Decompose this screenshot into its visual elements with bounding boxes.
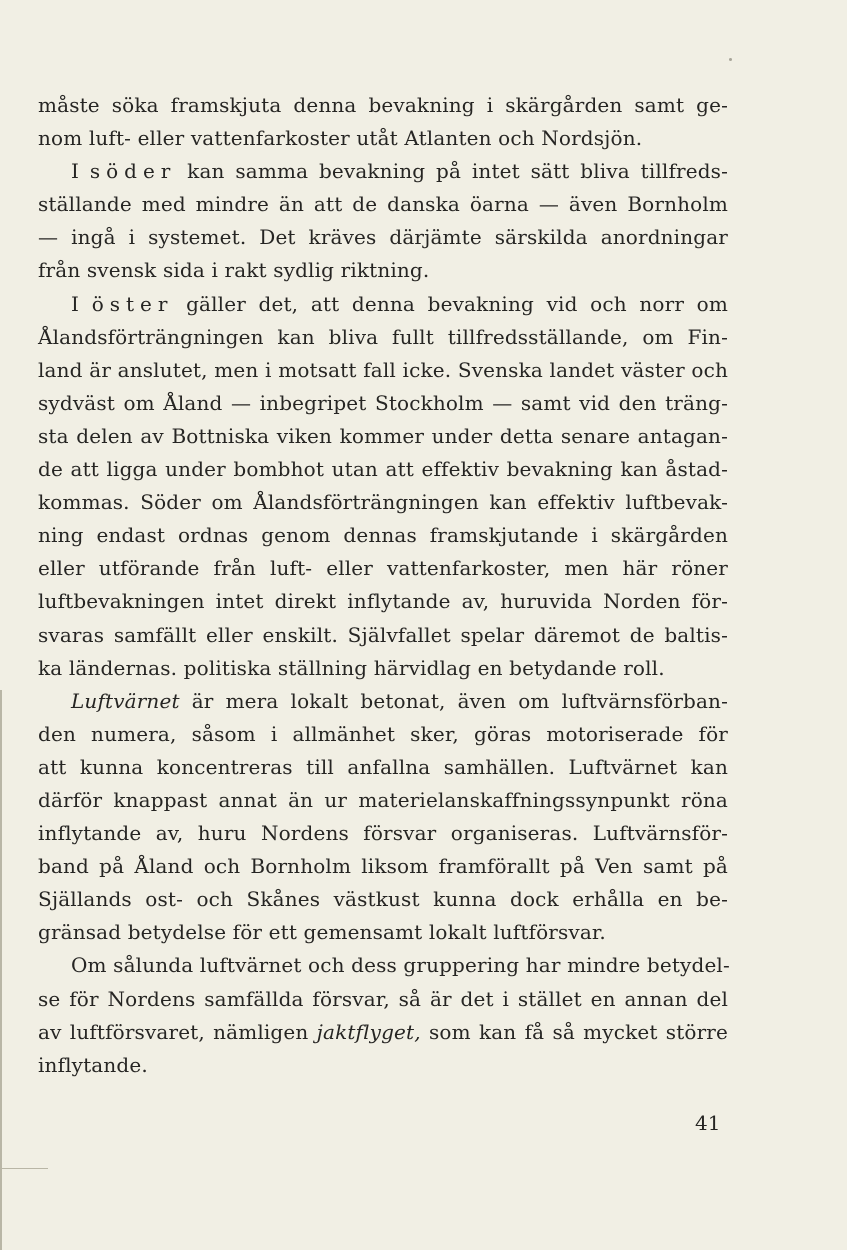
line-text: är mera lokalt betonat, även om luftvärnsförban- <box>179 688 728 713</box>
text-line: inflytande. <box>38 1052 148 1077</box>
text-line: sydväst om Åland — inbegripet Stockholm — samt vid den träng- <box>38 390 728 415</box>
spaced-emphasis: söder <box>89 159 177 184</box>
body-text <box>38 89 728 1082</box>
text-line: nom luft- eller vattenfarkoster utåt Atlanten och Nordsjön. <box>38 126 643 151</box>
page-edge-tab <box>0 1168 48 1169</box>
text-line: inflytande av, huru Nordens försvar organiseras. Luftvärnsför- <box>38 821 728 846</box>
paper-speck <box>729 58 732 61</box>
text-line: band på Åland och Bornholm liksom framförallt på Ven samt på <box>38 854 728 879</box>
text-line: Ålandsförträngningen kan bliva fullt tillfredsställande, om Fin- <box>38 324 728 349</box>
text-line: den numera, såsom i allmänhet sker, göras motoriserade för <box>38 721 728 746</box>
line-text: av luftförsvaret, nämligen <box>38 1019 317 1044</box>
text-line: gränsad betydelse för ett gemensamt lokalt luftförsvar. <box>38 920 606 945</box>
text-line: de att ligga under bombhot utan att effektiv bevakning kan åstad- <box>38 457 728 482</box>
paragraph <box>38 288 728 685</box>
text-line: att kunna koncentreras till anfallna samhällen. Luftvärnet kan <box>38 754 728 779</box>
text-line: ning endast ordnas genom dennas framskjutande i skärgården <box>38 523 728 548</box>
page-edge-shadow <box>0 690 2 1250</box>
text-line: måste söka framskjuta denna bevakning i skärgården samt ge- <box>38 93 728 117</box>
text-line <box>38 155 728 188</box>
spaced-emphasis: öster <box>91 291 174 316</box>
text-line <box>38 685 728 718</box>
italic-term: jaktflyget, <box>316 1019 421 1044</box>
text-line: kommas. Söder om Ålandsförträngningen kan effektiv luftbevak- <box>38 490 728 515</box>
text-line: ka ländernas. politiska ställning härvidlag en betydande roll. <box>38 655 665 680</box>
text-line: sta delen av Bottniska viken kommer under detta senare antagan- <box>38 423 728 448</box>
text-line: Om sålunda luftvärnet och dess gruppering har mindre betydel- <box>71 953 730 978</box>
text-line: ställande med mindre än att de danska öarna — även Bornholm <box>38 192 728 217</box>
paragraph <box>38 155 728 287</box>
text-line: Själlands ost- och Skånes västkust kunna dock erhålla en be- <box>38 887 728 912</box>
text-line: se för Nordens samfällda försvar, så är det i stället en annan del <box>38 986 728 1011</box>
text-line: svaras samfällt eller enskilt. Självfallet spelar däremot de baltis- <box>38 622 728 647</box>
paragraph <box>38 685 728 950</box>
paragraph <box>38 949 728 1081</box>
text-line: därför knappast annat än ur materielanskaffningssynpunkt röna <box>38 787 728 812</box>
page-number: 41 <box>695 1111 721 1135</box>
text-line: — ingå i systemet. Det kräves därjämte särskilda anordningar <box>38 225 728 250</box>
line-text: som kan få så mycket större <box>420 1019 728 1044</box>
text-line <box>38 288 728 321</box>
text-line <box>38 1016 728 1049</box>
lead-letter: I <box>71 291 92 316</box>
text-line: eller utförande från luft- eller vattenfarkoster, men här röner <box>38 556 728 581</box>
text-line: luftbevakningen intet direkt inflytande av, huruvida Norden för- <box>38 589 728 614</box>
text-line: land är anslutet, men i motsatt fall icke. Svenska landet väster och <box>38 357 728 382</box>
line-text: kan samma bevakning på intet sätt bliva tillfreds- <box>176 159 728 184</box>
text-line: från svensk sida i rakt sydlig riktning. <box>38 258 430 283</box>
paragraph <box>38 89 728 155</box>
line-text: gäller det, att denna bevakning vid och norr om <box>173 291 728 316</box>
lead-letter: I <box>71 159 90 184</box>
italic-term: Luftvärnet <box>71 688 180 713</box>
